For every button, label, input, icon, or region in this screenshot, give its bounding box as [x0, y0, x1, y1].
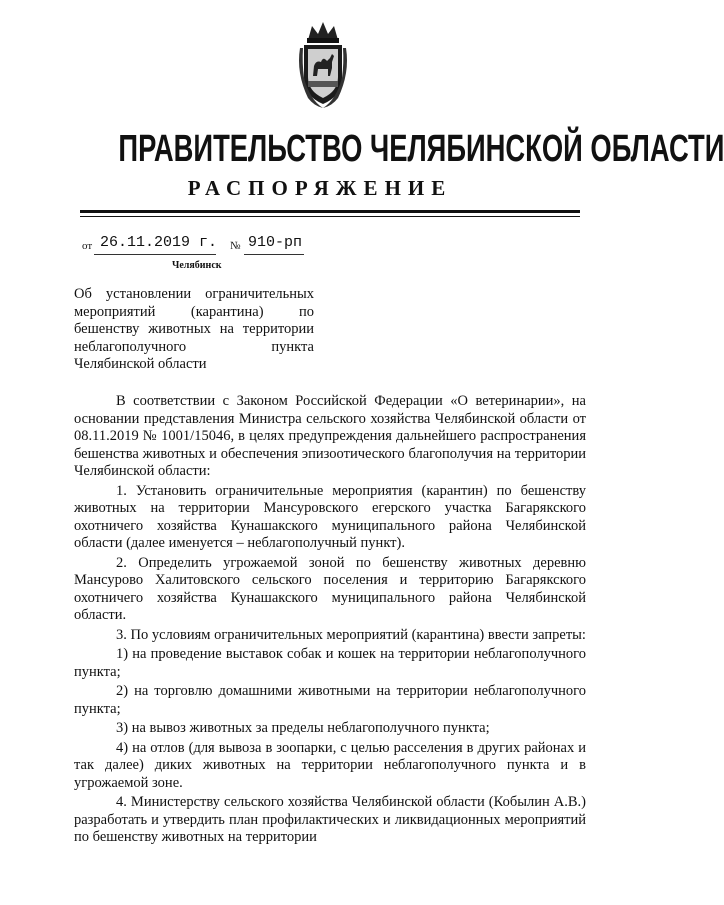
- header-rule-thick: [80, 210, 580, 213]
- organization-title: ПРАВИТЕЛЬСТВО ЧЕЛЯБИНСКОЙ ОБЛАСТИ: [118, 128, 724, 170]
- chelyabinsk-coat-of-arms-icon: [294, 18, 352, 110]
- body-paragraph: 2) на торговлю домашними животными на территории неблагополучного пункта;: [74, 683, 586, 717]
- body-paragraph: 1. Установить ограничительные мероприятия (карантин) по бешенству животных на территории Мансуровского егерского участка Багарякского охотничего хозяйства Кунашакского муниципального района Челябинской области (далее именуется – неблагополучный пункт).: [74, 482, 586, 551]
- body-paragraph: В соответствии с Законом Российской Федерации «О ветеринарии», на основании представления Министра сельского хозяйства Челябинской области от 08.11.2019 № 1001/15046, в целях предупреждения дальнейшего распространения бешенства животных и обеспечения эпизоотического благополучия на территории Челябинской области:: [74, 393, 586, 479]
- document-subject: Об установлении ограничительных мероприятий (карантина) по бешенству животных на территории неблагополучного пункта Челябинской области: [74, 286, 314, 372]
- document-city: Челябинск: [172, 260, 222, 271]
- header-rule-thin: [80, 216, 580, 217]
- number-prefix: №: [230, 240, 241, 252]
- body-paragraph: 1) на проведение выставок собак и кошек на территории неблагополучного пункта;: [74, 646, 586, 680]
- date-prefix: от: [82, 240, 93, 252]
- document-type: РАСПОРЯЖЕНИЕ: [187, 176, 453, 200]
- number-underline: [244, 254, 304, 255]
- body-paragraph: 2. Определить угрожаемой зоной по бешенству животных деревню Мансурово Халитовского сельского поселения и территорию Багарякского охотничего хозяйства Кунашакского муниципального района Челябинской области.: [74, 554, 586, 623]
- body-paragraph: 4. Министерству сельского хозяйства Челябинской области (Кобылин А.В.) разработать и утвердить план профилактических и ликвидационных мероприятий по бешенству животных на территории: [74, 794, 586, 845]
- body-paragraph: 4) на отлов (для вывоза в зоопарки, с целью расселения в других районах и так далее) диких животных на территории неблагополучного пункта и в угрожаемой зоне.: [74, 739, 586, 791]
- body-paragraph: 3. По условиям ограничительных мероприятий (карантина) ввести запреты:: [116, 626, 586, 643]
- document-date: 26.11.2019 г.: [100, 234, 218, 251]
- date-underline: [94, 254, 216, 255]
- document-number: 910-рп: [248, 234, 303, 251]
- body-paragraph: 3) на вывоз животных за пределы неблагополучного пункта;: [116, 720, 490, 736]
- document-body: [74, 393, 586, 847]
